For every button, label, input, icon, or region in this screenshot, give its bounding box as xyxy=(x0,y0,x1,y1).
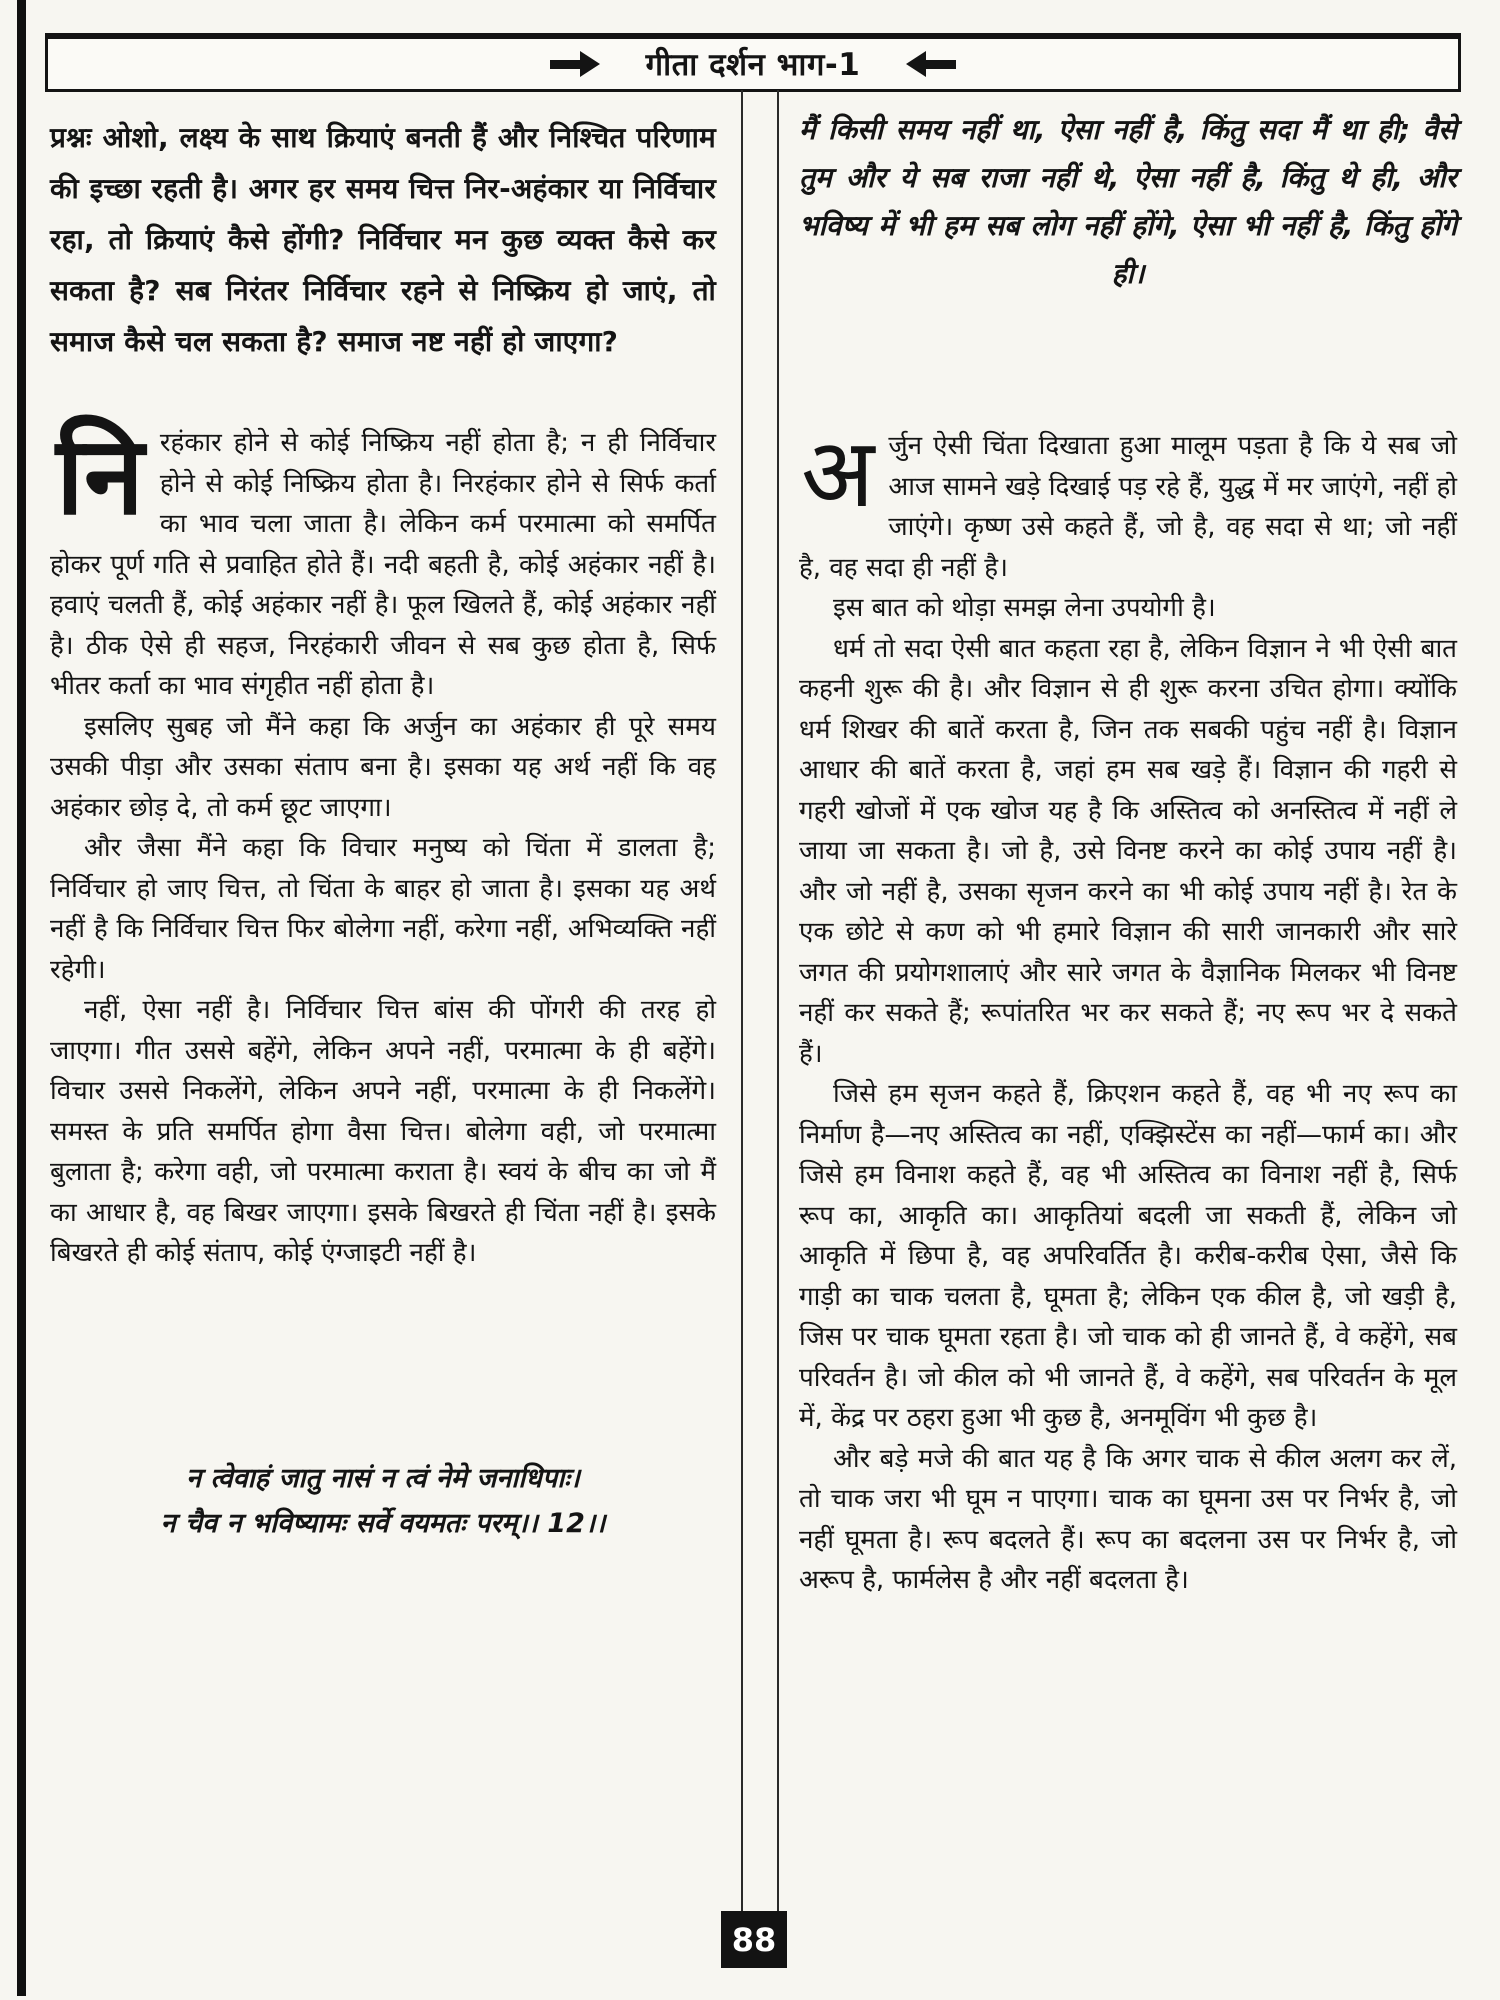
dropcap-ni: नि xyxy=(56,414,144,539)
column-divider-line-1 xyxy=(741,90,743,1914)
page-header xyxy=(45,33,1461,92)
answer-block xyxy=(50,414,716,1274)
answer-paragraph: और जैसा मैंने कहा कि विचार मनुष्य को चिंता में डालता है; निर्विचार हो जाए चित्त, तो चिंता के बाहर हो जाता है। इसका यह अर्थ नहीं है कि निर्विचार चित्त फिर बोलेगा नहीं, करेगा नहीं, अभिव्यक्ति नहीं रहेगी। xyxy=(50,833,716,985)
commentary-paragraph: और बड़े मजे की बात यह है कि अगर चाक से कील अलग कर लें, तो चाक जरा भी घूम न पाएगा। चाक का घूमना उस पर निर्भर है, जो नहीं घूमता है। रूप बदलते हैं। रूप का बदलना उस पर निर्भर है, जो अरूप है, फार्मलेस है और नहीं बदलता है। xyxy=(799,1443,1457,1595)
column-divider-line-2 xyxy=(777,90,779,1914)
answer-paragraph: इसलिए सुबह जो मैंने कहा कि अर्जुन का अहंकार ही पूरे समय उसकी पीड़ा और उसका संताप बना है। इसका यह अर्थ नहीं कि वह अहंकार छोड़ दे, तो कर्म छूट जाएगा। xyxy=(50,711,716,823)
left-column xyxy=(50,112,716,1546)
book-title: गीता दर्शन भाग-1 xyxy=(645,47,861,83)
page-number-badge: 88 xyxy=(721,1911,787,1968)
commentary-paragraph: धर्म तो सदा ऐसी बात कहता रहा है, लेकिन विज्ञान ने भी ऐसी बात कहनी शुरू की है। और विज्ञान से ही शुरू करना उचित होगा। क्योंकि धर्म शिखर की बातें करता है, जिन तक सबकी पहुंच नहीं है। विज्ञान आधार की बातें करता है, जहां हम सब खड़े हैं। विज्ञान की गहरी से गहरी खोजों में एक खोज यह है कि अस्तित्व को अनस्तित्व में नहीं ले जाया जा सकता है। जो है, उसे विनष्ट करने का कोई उपाय नहीं है। और जो नहीं है, उसका सृजन करने का भी कोई उपाय नहीं है। रेत के एक छोटे से कण को भी हमारे विज्ञान की सारी जानकारी और सारे जगत की प्रयोगशालाएं और सारे जगत के वैज्ञानिक मिलकर भी विनष्ट नहीं कर सकते हैं; रूपांतरित भर कर सकते हैं; नए रूप भर दे सकते हैं। xyxy=(799,633,1457,1069)
answer-paragraph xyxy=(50,414,716,707)
verse-line: न त्वेवाहं जातु नासं न त्वं नेमे जनाधिपाः। xyxy=(186,1462,580,1494)
right-arrow-icon xyxy=(550,51,600,77)
question-text: प्रश्नः ओशो, लक्ष्य के साथ क्रियाएं बनती हैं और निश्चित परिणाम की इच्छा रहती है। अगर हर समय चित्त निर-अहंकार या निर्विचार रहा, तो क्रियाएं कैसे होंगी? निर्विचार मन कुछ व्यक्त कैसे कर सकता है? सब निरंतर निर्विचार रहने से निष्क्रिय हो जाएं, तो समाज कैसे चल सकता है? समाज नष्ट नहीं हो जाएगा? xyxy=(50,121,716,358)
dropcap-a: अ xyxy=(801,417,875,529)
commentary-paragraph-text: र्जुन ऐसी चिंता दिखाता हुआ मालूम पड़ता है कि ये सब जो आज सामने खड़े दिखाई पड़ रहे हैं, युद्ध में मर जाएंगे, नहीं हो जाएंगे। कृष्ण उसे कहते हैं, जो है, वह सदा से था; जो नहीं है, वह सदा ही नहीं है। xyxy=(799,431,1457,583)
verse-translation-quote: मैं किसी समय नहीं था, ऐसा नहीं है, किंतु सदा मैं था ही; वैसे तुम और ये सब राजा नहीं थे, ऐसा नहीं है, किंतु थे ही, और भविष्य में भी हम सब लोग नहीं होंगे, ऐसा भी नहीं है, किंतु होंगे ही। xyxy=(799,113,1457,290)
commentary-paragraph: जिसे हम सृजन कहते हैं, क्रिएशन कहते हैं, वह भी नए रूप का निर्माण है—नए अस्तित्व का नहीं, एक्झिस्टेंस का नहीं—फार्म का। और जिसे हम विनाश कहते हैं, वह भी अस्तित्व का विनाश नहीं है, सिर्फ रूप का, आकृति का। आकृतियां बदली जा सकती हैं, लेकिन जो आकृति में छिपा है, वह अपरिवर्तित है। करीब-करीब ऐसा, जैसे कि गाड़ी का चाक चलता है, घूमता है; लेकिन एक कील है, जो खड़ी है, जिस पर चाक घूमता रहता है। जो चाक को ही जानते हैं, वे कहेंगे, सब परिवर्तन है। जो कील को भी जानते हैं, वे कहेंगे, सब परिवर्तन के मूल में, केंद्र पर ठहरा हुआ भी कुछ है, अनमूविंग भी कुछ है। xyxy=(799,1079,1457,1433)
answer-paragraph: नहीं, ऐसा नहीं है। निर्विचार चित्त बांस की पोंगरी की तरह हो जाएगा। गीत उससे बहेंगे, लेकिन अपने नहीं, परमात्मा के ही बहेंगे। विचार उससे निकलेंगे, लेकिन अपने नहीं, परमात्मा के ही निकलेंगे। समस्त के प्रति समर्पित होगा वैसा चित्त। बोलेगा वही, जो परमात्मा बुलाता है; करेगा वही, जो परमात्मा कराता है। स्वयं के बीच का जो मैं का आधार है, वह बिखर जाएगा। इसके बिखरते ही चिंता नहीं है। इसके बिखरते ही कोई संताप, कोई एंग्जाइटी नहीं है। xyxy=(50,995,716,1268)
commentary-block xyxy=(799,417,1457,1601)
right-column xyxy=(799,106,1457,1601)
commentary-paragraph xyxy=(799,417,1457,588)
left-arrow-icon xyxy=(906,51,956,77)
verse-line: न चैव न भविष्यामः सर्वे वयमतः परम्।। 12।। xyxy=(160,1507,606,1539)
page-left-edge-bar xyxy=(17,0,26,1996)
sanskrit-verse xyxy=(50,1456,716,1546)
commentary-paragraph: इस बात को थोड़ा समझ लेना उपयोगी है। xyxy=(833,593,1216,623)
answer-paragraph-text: रहंकार होने से कोई निष्क्रिय नहीं होता है; न ही निर्विचार होने से कोई निष्क्रिय होता है। निरहंकार होने से सिर्फ कर्ता का भाव चला जाता है। लेकिन कर्म परमात्मा को समर्पित होकर पूर्ण गति से प्रवाहित होते हैं। नदी बहती है, कोई अहंकार नहीं है। हवाएं चलती हैं, कोई अहंकार नहीं है। फूल खिलते हैं, कोई अहंकार नहीं है। ठीक ऐसे ही सहज, निरहंकारी जीवन से सब कुछ होता है, सिर्फ भीतर कर्ता का भाव संगृहीत नहीं होता है। xyxy=(50,428,716,701)
